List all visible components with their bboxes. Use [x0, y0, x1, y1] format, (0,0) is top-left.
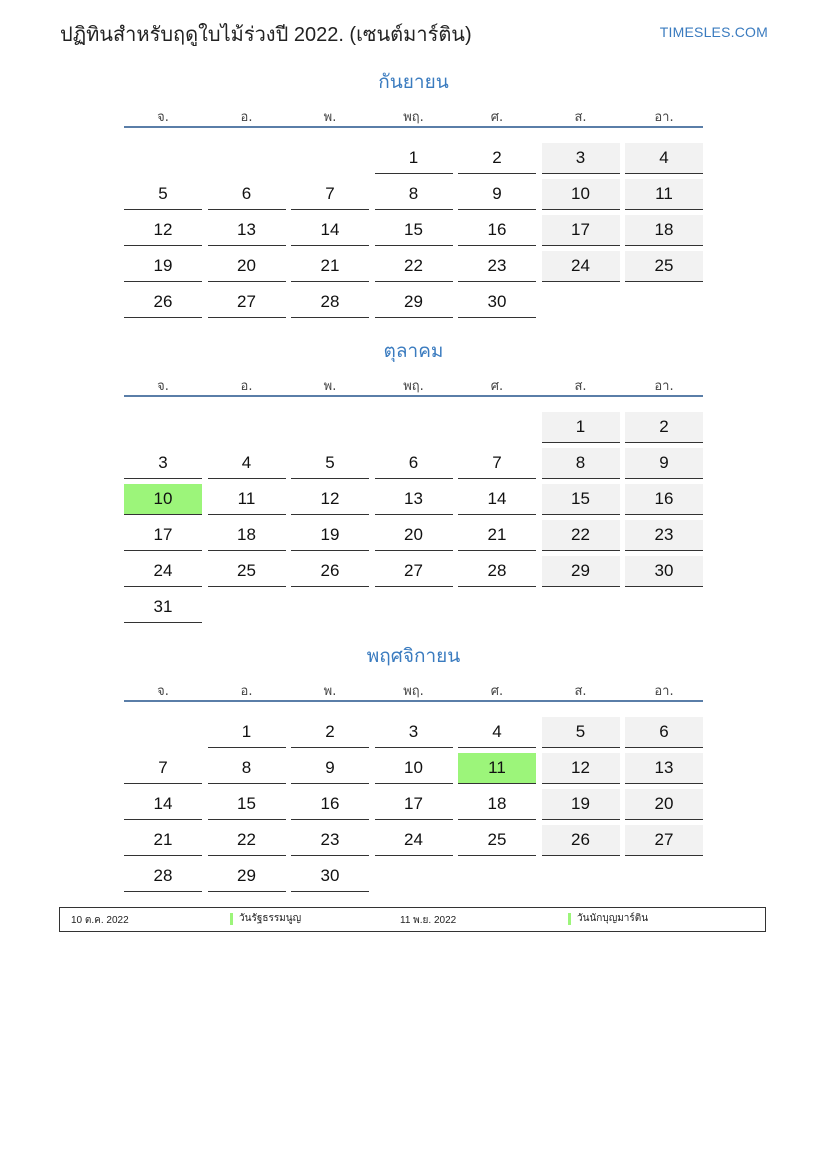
weekday-header	[124, 375, 703, 393]
day-cell: 27	[375, 556, 453, 587]
day-cell: 29	[208, 861, 286, 892]
day-cell: 14	[458, 484, 536, 515]
day-cell: 19	[291, 520, 369, 551]
weekday-label: ศ.	[490, 379, 504, 394]
weekday-label: พ.	[323, 110, 337, 125]
day-cell: 18	[458, 789, 536, 820]
weekday-label: อ.	[240, 379, 253, 394]
day-cell: 23	[458, 251, 536, 282]
day-cell: 12	[291, 484, 369, 515]
day-cell: 12	[124, 215, 202, 246]
day-cell: 15	[542, 484, 620, 515]
day-cell: 2	[625, 412, 703, 443]
day-cell: 1	[375, 143, 453, 174]
day-cell: 30	[625, 556, 703, 587]
day-cell: 6	[208, 179, 286, 210]
day-cell: 10	[542, 179, 620, 210]
month-name: กันยายน	[378, 72, 449, 93]
day-cell: 13	[208, 215, 286, 246]
day-cell: 25	[208, 556, 286, 587]
weekday-label: พฤ.	[403, 379, 424, 394]
day-cell: 4	[208, 448, 286, 479]
brand-link[interactable]: TIMESLES.COM	[659, 24, 768, 40]
day-cell: 21	[458, 520, 536, 551]
day-cell: 15	[208, 789, 286, 820]
day-cell: 18	[208, 520, 286, 551]
weekday-label: อา.	[654, 379, 674, 394]
day-cell: 9	[291, 753, 369, 784]
day-cell: 21	[291, 251, 369, 282]
day-cell: 3	[375, 717, 453, 748]
day-cell: 20	[208, 251, 286, 282]
day-cell: 25	[625, 251, 703, 282]
day-cell: 19	[542, 789, 620, 820]
day-cell: 4	[625, 143, 703, 174]
day-cell: 30	[291, 861, 369, 892]
day-cell: 14	[291, 215, 369, 246]
day-cell: 25	[458, 825, 536, 856]
day-cell: 4	[458, 717, 536, 748]
day-cell: 24	[542, 251, 620, 282]
day-cell: 20	[375, 520, 453, 551]
month-name: พฤศจิกายน	[366, 646, 461, 667]
weekday-label: พ.	[323, 684, 337, 699]
day-cell: 16	[291, 789, 369, 820]
day-cell: 3	[124, 448, 202, 479]
month-name: ตุลาคม	[383, 341, 444, 362]
day-cell: 8	[375, 179, 453, 210]
weekday-header	[124, 680, 703, 698]
day-cell: 11	[625, 179, 703, 210]
day-cell: 27	[625, 825, 703, 856]
day-cell: 30	[458, 287, 536, 318]
day-cell: 28	[291, 287, 369, 318]
day-cell: 5	[542, 717, 620, 748]
day-cell: 26	[542, 825, 620, 856]
day-cell: 2	[291, 717, 369, 748]
header-divider	[124, 395, 703, 397]
holiday-legend	[59, 907, 766, 932]
day-cell: 9	[625, 448, 703, 479]
legend-holiday-name: วันนักบุญมาร์ติน	[568, 913, 648, 925]
weekday-label: จ.	[157, 684, 169, 699]
weekday-header	[124, 106, 703, 124]
holiday-day-cell: 10	[124, 484, 202, 515]
day-cell: 7	[124, 753, 202, 784]
day-cell: 29	[542, 556, 620, 587]
day-cell: 22	[542, 520, 620, 551]
weekday-label: พฤ.	[403, 110, 424, 125]
weekday-label: ส.	[574, 684, 587, 699]
day-cell: 15	[375, 215, 453, 246]
weekday-label: จ.	[157, 379, 169, 394]
day-cell: 23	[625, 520, 703, 551]
day-cell: 23	[291, 825, 369, 856]
weekday-label: อ.	[240, 684, 253, 699]
weekday-label: ส.	[574, 110, 587, 125]
day-cell: 10	[375, 753, 453, 784]
day-cell: 5	[124, 179, 202, 210]
day-cell: 29	[375, 287, 453, 318]
weekday-label: ส.	[574, 379, 587, 394]
day-cell: 2	[458, 143, 536, 174]
legend-date: 11 พ.ย. 2022	[400, 915, 457, 926]
legend-date: 10 ต.ค. 2022	[71, 915, 129, 926]
day-cell: 6	[375, 448, 453, 479]
day-cell: 1	[208, 717, 286, 748]
day-cell: 22	[375, 251, 453, 282]
day-cell: 7	[458, 448, 536, 479]
day-cell: 19	[124, 251, 202, 282]
day-cell: 1	[542, 412, 620, 443]
weekday-label: ศ.	[490, 110, 504, 125]
day-cell: 16	[625, 484, 703, 515]
weekday-label: ศ.	[490, 684, 504, 699]
day-cell: 20	[625, 789, 703, 820]
weekday-label: อ.	[240, 110, 253, 125]
day-cell: 31	[124, 592, 202, 623]
day-cell: 17	[124, 520, 202, 551]
header-divider	[124, 126, 703, 128]
header-divider	[124, 700, 703, 702]
day-cell: 8	[542, 448, 620, 479]
day-cell: 13	[375, 484, 453, 515]
day-cell: 28	[124, 861, 202, 892]
weekday-label: อา.	[654, 684, 674, 699]
day-cell: 11	[208, 484, 286, 515]
holiday-day-cell: 11	[458, 753, 536, 784]
day-cell: 13	[625, 753, 703, 784]
day-cell: 3	[542, 143, 620, 174]
day-cell: 21	[124, 825, 202, 856]
day-cell: 12	[542, 753, 620, 784]
day-cell: 18	[625, 215, 703, 246]
day-cell: 22	[208, 825, 286, 856]
day-cell: 24	[375, 825, 453, 856]
page-title: ปฏิทินสำหรับฤดูใบไม้ร่วงปี 2022. (เซนต์มาร์ติน)	[60, 24, 472, 46]
day-cell: 9	[458, 179, 536, 210]
legend-holiday-name: วันรัฐธรรมนูญ	[230, 913, 301, 925]
day-cell: 8	[208, 753, 286, 784]
day-cell: 16	[458, 215, 536, 246]
day-cell: 17	[375, 789, 453, 820]
weekday-label: จ.	[157, 110, 169, 125]
day-cell: 26	[124, 287, 202, 318]
day-cell: 24	[124, 556, 202, 587]
day-cell: 7	[291, 179, 369, 210]
day-cell: 26	[291, 556, 369, 587]
day-cell: 27	[208, 287, 286, 318]
day-cell: 14	[124, 789, 202, 820]
weekday-label: พ.	[323, 379, 337, 394]
day-cell: 6	[625, 717, 703, 748]
day-cell: 17	[542, 215, 620, 246]
weekday-label: พฤ.	[403, 684, 424, 699]
day-cell: 28	[458, 556, 536, 587]
weekday-label: อา.	[654, 110, 674, 125]
day-cell: 5	[291, 448, 369, 479]
